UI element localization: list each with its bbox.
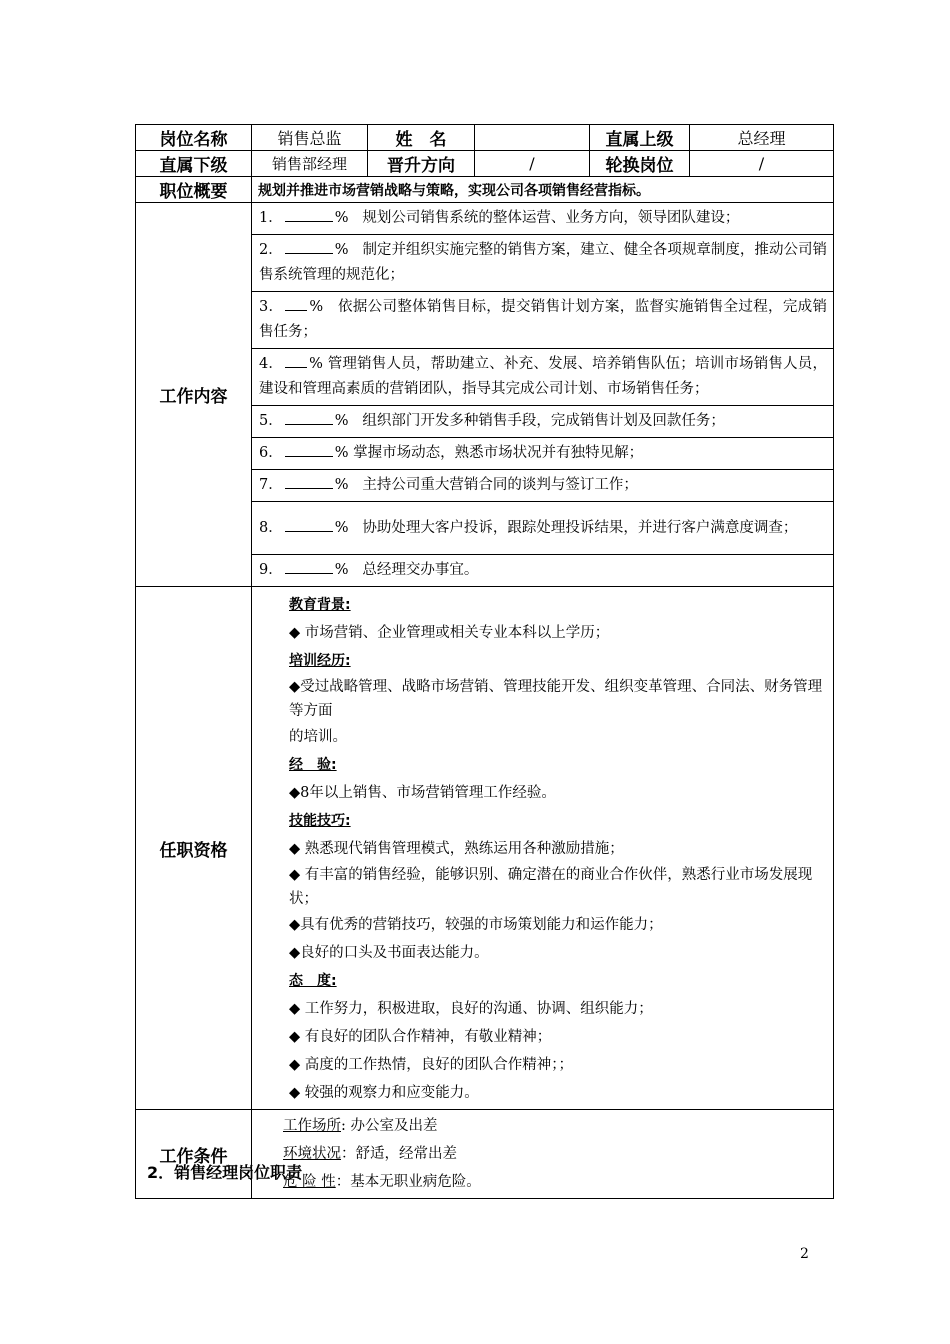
page-number: 2 — [800, 1246, 809, 1262]
attitude-item: ◆ 高度的工作热情，良好的团队合作精神；； — [289, 1057, 574, 1073]
skills-item: ◆良好的口头及书面表达能力。 — [289, 945, 489, 961]
label-rotation: 轮换岗位 — [590, 151, 690, 177]
percent-blank — [285, 296, 307, 311]
label-work-conditions: 工作条件 — [136, 1110, 252, 1199]
value-superior: 总经理 — [690, 125, 834, 151]
value-name — [475, 125, 590, 151]
attitude-item: ◆ 工作努力，积极进取，良好的沟通、协调、组织能力； — [289, 1001, 653, 1017]
next-section-title: 2．销售经理岗位职责 — [147, 1163, 303, 1182]
conditions-row — [136, 1110, 834, 1199]
value-summary: 规划并推进市场营销战略与策略，实现公司各项销售经营指标。 — [252, 177, 834, 203]
label-qualifications: 任职资格 — [136, 587, 252, 1110]
duty-item-4: 4． % 管理销售人员，帮助建立、补充、发展、培养销售队伍；培训市场销售人员，建设和管理高素质的营销团队，指导其完成公司计划、市场销售任务； — [252, 349, 834, 406]
label-name: 姓 名 — [368, 125, 475, 151]
percent-blank — [285, 410, 333, 425]
percent-blank — [285, 207, 333, 222]
percent-blank — [285, 517, 333, 532]
qualifications-row — [136, 587, 834, 1110]
duty-item-7: 7． % 主持公司重大营销合同的谈判与签订工作； — [252, 470, 834, 502]
percent-blank — [285, 474, 333, 489]
value-rotation: / — [690, 151, 834, 177]
duty-item-6: 6． % 掌握市场动态，熟悉市场状况并有独特见解； — [252, 438, 834, 470]
duty-item-8: 8． % 协助处理大客户投诉，跟踪处理投诉结果，并进行客户满意度调查； — [252, 502, 834, 555]
label-subordinate: 直属下级 — [136, 151, 252, 177]
duty-item-2: 2． % 制定并组织实施完整的销售方案，建立、健全各项规章制度，推动公司销售系统管理的规范化； — [252, 235, 834, 292]
attitude-item: ◆ 较强的观察力和应变能力。 — [289, 1085, 479, 1101]
skills-title: 技能技巧: — [289, 813, 351, 829]
condition-location: 工作场所: 办公室及出差 — [283, 1118, 438, 1134]
label-superior: 直属上级 — [590, 125, 690, 151]
education-title: 教育背景: — [289, 597, 351, 613]
duty-row-1 — [136, 203, 834, 235]
experience-item: ◆8年以上销售、市场营销管理工作经验。 — [289, 785, 556, 801]
label-summary: 职位概要 — [136, 177, 252, 203]
training-item: ◆受过战略管理、战略市场营销、管理技能开发、组织变革管理、合同法、财务管理等方面 — [289, 679, 823, 719]
training-item-cont: 的培训。 — [289, 729, 347, 745]
job-description-table — [135, 124, 834, 1199]
label-position: 岗位名称 — [136, 125, 252, 151]
duty-item-9: 9． % 总经理交办事宜。 — [252, 555, 834, 587]
summary-row — [136, 177, 834, 203]
duty-item-1: 1． % 规划公司销售系统的整体运营、业务方向，领导团队建设； — [252, 203, 834, 235]
percent-blank — [285, 442, 333, 457]
training-title: 培训经历: — [289, 653, 351, 669]
condition-hazard: 危 险 性：基本无职业病危险。 — [283, 1174, 481, 1190]
conditions-content — [252, 1110, 834, 1199]
skills-item: ◆ 熟悉现代销售管理模式，熟练运用各种激励措施； — [289, 841, 624, 857]
value-subordinate: 销售部经理 — [252, 151, 368, 177]
condition-environment: 环境状况：舒适，经常出差 — [283, 1146, 457, 1162]
skills-item: ◆ 有丰富的销售经验，能够识别、确定潜在的商业合作伙伴，熟悉行业市场发展现状； — [289, 867, 813, 907]
attitude-title: 态 度: — [289, 973, 337, 989]
education-item: ◆ 市场营销、企业管理或相关专业本科以上学历； — [289, 625, 610, 641]
qualifications-content — [252, 587, 834, 1110]
header-row-1 — [136, 125, 834, 151]
value-position: 销售总监 — [252, 125, 368, 151]
experience-title: 经 验: — [289, 757, 337, 773]
attitude-item: ◆ 有良好的团队合作精神，有敬业精神； — [289, 1029, 552, 1045]
duty-item-3: 3． % 依据公司整体销售目标，提交销售计划方案，监督实施销售全过程，完成销售任务； — [252, 292, 834, 349]
percent-blank — [285, 239, 333, 254]
label-work-content: 工作内容 — [136, 203, 252, 587]
duty-item-5: 5． % 组织部门开发多种销售手段，完成销售计划及回款任务； — [252, 406, 834, 438]
skills-item: ◆具有优秀的营销技巧，较强的市场策划能力和运作能力； — [289, 917, 663, 933]
percent-blank — [285, 559, 333, 574]
header-row-2 — [136, 151, 834, 177]
percent-blank — [285, 353, 307, 368]
label-promotion: 晋升方向 — [368, 151, 475, 177]
value-promotion: / — [475, 151, 590, 177]
